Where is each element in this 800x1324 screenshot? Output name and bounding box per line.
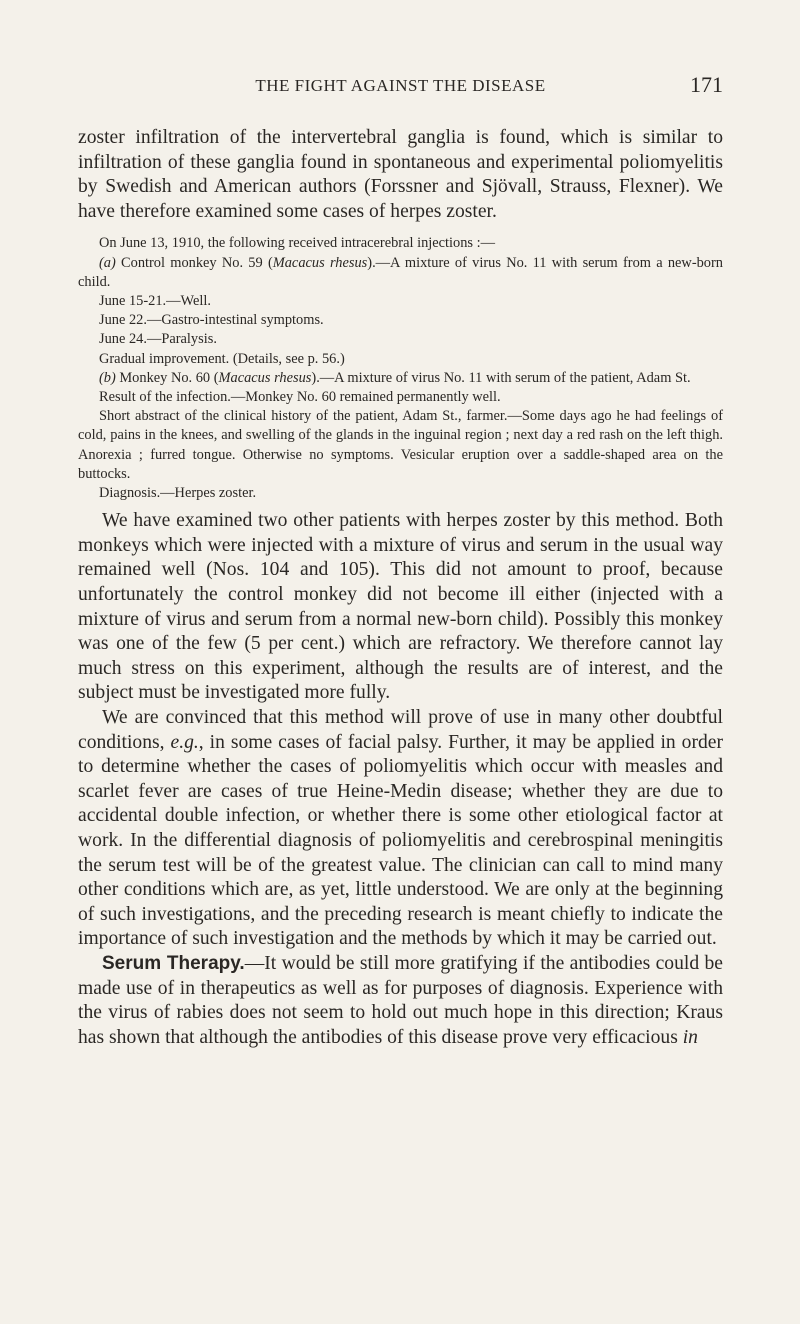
- case-a-label: (a): [99, 254, 116, 271]
- paragraph-other-patients: We have examined two other patients with herpes zoster by this method. Both monkeys which were injected with a mixture of virus and serum in the usual way remained well (Nos. 104 and 105). This did not amount to proof, because unfortunately the control monkey did not become ill either (injected with a mixture of virus and serum from a normal new-born child). Possibly this monkey was one of the few (5 per cent.) which are refractory. We therefore cannot lay much stress on this experiment, although the results are of interest, and the subject must be investigated more fully.: [78, 510, 723, 704]
- case-notes: [78, 234, 723, 503]
- serum-therapy-heading: Serum Therapy.: [102, 952, 245, 974]
- case-b-species: Macacus rhesus: [218, 369, 312, 386]
- para3-eg: e.g.: [170, 731, 199, 753]
- case-a-text-2: ).—A mixture of virus No. 11 with serum from a new-born child.: [78, 254, 723, 290]
- running-head: [78, 74, 723, 102]
- paragraph-method-use: [78, 706, 723, 952]
- para3-text: We are convinced that this method will prove of use in many other doubtful conditions,: [78, 706, 723, 753]
- para4-text: —It would be still more gratifying if the antibodies could be made use of in therapeutics as well as for purposes of diagnosis. Experience with the virus of rabies does not seem to hold out much hope in this direction; Kraus has shown that although the antibodies of this disease prove very efficacious: [78, 952, 723, 1048]
- case-june-24: June 24.—Paralysis.: [99, 331, 217, 348]
- para3-text-2: , in some cases of facial palsy. Further, it may be applied in order to determine whether the cases of poliomyelitis which occur with measles and scarlet fever are cases of true Heine-Medin disease; whether they are due to accidental double infection, or whether there is some other etiological factor at work. In the differential diagnosis of poliomyelitis and cerebrospinal meningitis the serum test will be of the greatest value. The clinician can call to mind many other conditions which are, as yet, little understood. We are only at the beginning of such investigations, and the preceding research is meant chiefly to indicate the importance of such investigation and the methods by which it may be carried out.: [78, 731, 723, 950]
- case-b: [78, 369, 723, 388]
- case-b-label: (b): [99, 369, 116, 386]
- case-intro: On June 13, 1910, the following received intracerebral injections :—: [99, 235, 496, 252]
- case-b-text: Monkey No. 60 (: [119, 369, 219, 386]
- running-title: THE FIGHT AGAINST THE DISEASE: [255, 76, 546, 95]
- case-b-text-2: ).—A mixture of virus No. 11 with serum of the patient, Adam St.: [311, 369, 691, 386]
- page-number: 171: [690, 72, 723, 97]
- paragraph-herpes-intro: zoster infiltration of the intervertebral ganglia is found, which is similar to infiltration of these ganglia found in spontaneous and experimental poliomyelitis by Swedish and American authors (Forssner and Sjövall, Strauss, Flexner). We have therefore examined some cases of herpes zoster.: [78, 127, 723, 222]
- case-a-species: Macacus rhesus: [272, 254, 368, 271]
- case-result: Result of the infection.—Monkey No. 60 remained permanently well.: [99, 389, 501, 405]
- case-june-15: June 15-21.—Well.: [99, 292, 211, 309]
- paragraph-serum-therapy: [78, 952, 723, 1050]
- case-june-22: June 22.—Gastro-intestinal symptoms.: [99, 312, 324, 329]
- case-diagnosis: Diagnosis.—Herpes zoster.: [99, 485, 257, 502]
- case-a-text: Control monkey No. 59 (: [121, 254, 273, 271]
- case-abstract: Short abstract of the clinical history of the patient, Adam St., farmer.—Some days ago he had feelings of cold, pains in the knees, and swelling of the glands in the inguinal region ; next day a red rash on the left thigh. Anorexia ; furred tongue. Otherwise no symptoms. Vesicular eruption over a saddle-shaped area on the buttocks.: [78, 408, 723, 482]
- para4-in: in: [682, 1026, 698, 1048]
- page-body: [78, 126, 723, 1050]
- case-a: [78, 254, 723, 292]
- case-gradual: Gradual improvement. (Details, see p. 56.): [99, 350, 345, 367]
